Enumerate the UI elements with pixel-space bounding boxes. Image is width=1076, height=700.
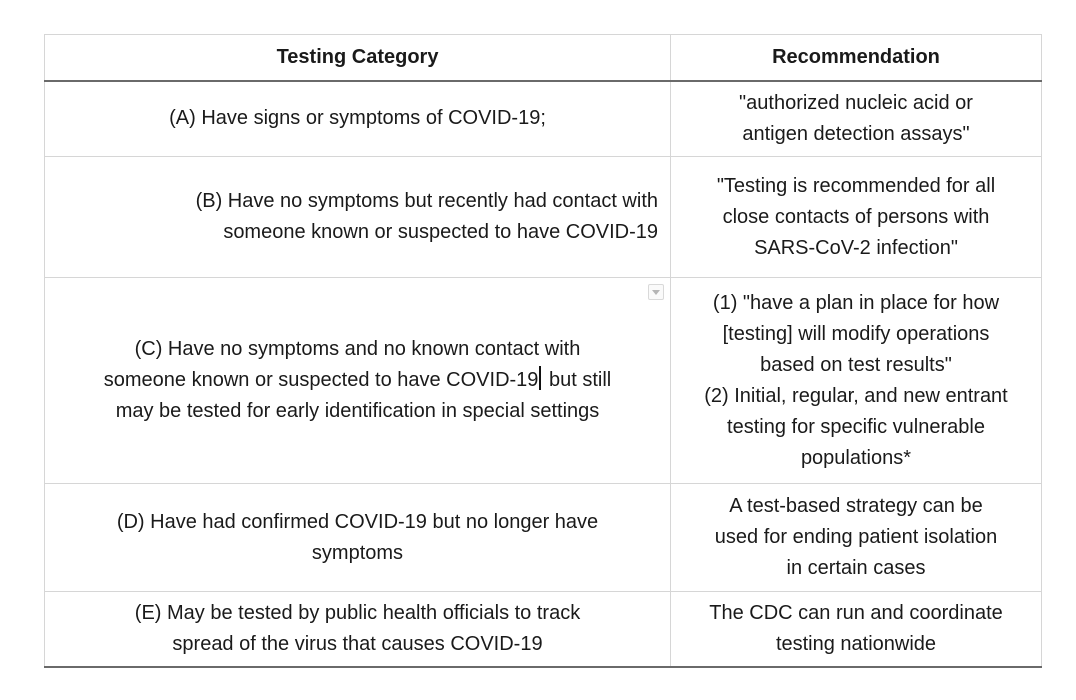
recommendation-d-text: A test-based strategy can be used for ending patient isolation in certain cases: [714, 495, 998, 579]
cell-category-a[interactable]: [45, 81, 671, 157]
testing-recommendations-table: [44, 34, 1042, 668]
header-testing-category[interactable]: [45, 35, 671, 81]
category-b-text: (B) Have no symptoms but recently had contact with someone known or suspected to have COVID-19: [195, 190, 658, 243]
recommendation-e-text: The CDC can run and coordinate testing nationwide: [709, 601, 1003, 655]
cell-dropdown-arrow-icon[interactable]: [648, 284, 664, 300]
category-d-text: (D) Have had confirmed COVID-19 but no longer have symptoms: [116, 510, 599, 564]
recommendation-c-text: (1) "have a plan in place for how [testing] will modify operations based on test results" (2) Initial, regular, and new entrant testing for specific vulnerable populations*: [704, 291, 1008, 469]
header-row: [45, 35, 1042, 81]
category-c-text[interactable]: [104, 334, 612, 427]
category-c-text-after-cursor: but still may be tested for early identification in special settings: [115, 369, 612, 422]
cell-recommendation-d[interactable]: [671, 484, 1042, 592]
category-c-text-before-cursor: (C) Have no symptoms and no known contact with someone known or suspected to have COVID-19: [103, 338, 581, 391]
cell-recommendation-c[interactable]: [671, 278, 1042, 484]
table-row-a: [45, 81, 1042, 157]
cell-category-d[interactable]: [45, 484, 671, 592]
table-row-e: [45, 592, 1042, 667]
recommendation-b-text: "Testing is recommended for all close contacts of persons with SARS-CoV-2 infection": [716, 174, 996, 259]
header-testing-category-label: Testing Category: [276, 45, 439, 68]
table-row-b: [45, 157, 1042, 278]
table-row-c: [45, 278, 1042, 484]
category-a-text: (A) Have signs or symptoms of COVID-19;: [169, 107, 546, 130]
cell-recommendation-a[interactable]: [671, 81, 1042, 157]
category-e-text: (E) May be tested by public health officials to track spread of the virus that causes COVID-19: [134, 601, 581, 655]
table-row-d: [45, 484, 1042, 592]
cell-recommendation-e[interactable]: [671, 592, 1042, 667]
recommendation-a-text: "authorized nucleic acid or antigen detection assays": [739, 91, 973, 145]
cell-category-e[interactable]: [45, 592, 671, 667]
text-cursor-icon: [539, 366, 541, 390]
header-recommendation-label: Recommendation: [772, 45, 940, 68]
cell-category-c[interactable]: [45, 278, 671, 484]
header-recommendation[interactable]: [671, 35, 1042, 81]
cell-recommendation-b[interactable]: [671, 157, 1042, 278]
cell-category-b[interactable]: [45, 157, 671, 278]
